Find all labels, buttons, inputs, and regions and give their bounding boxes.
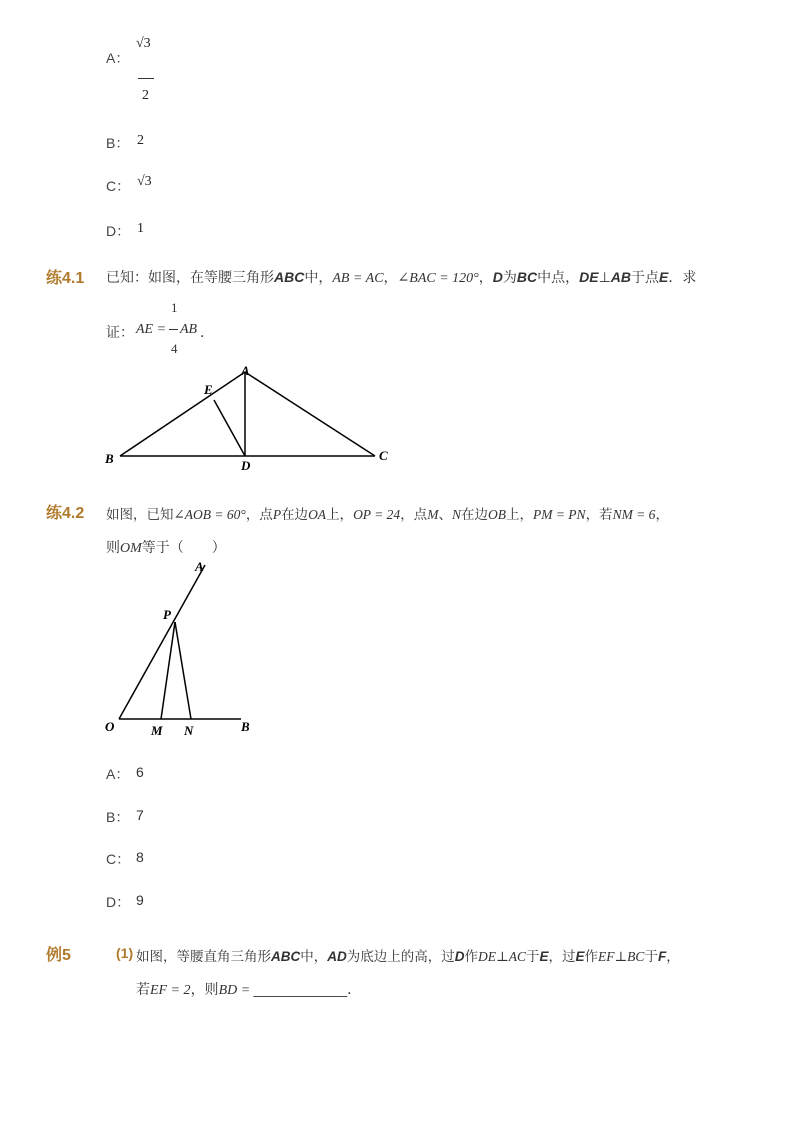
label-m: M bbox=[151, 723, 163, 738]
problem-line-2-prefix: 证： bbox=[106, 324, 134, 340]
label-n: N bbox=[184, 723, 194, 738]
point-name: E bbox=[539, 949, 549, 964]
text: 已知：如图，在等腰三角形 bbox=[106, 269, 274, 285]
math-expr: ∠BAC = 120° bbox=[397, 271, 479, 286]
problem-line-2 bbox=[106, 537, 226, 557]
option-d-label: D： bbox=[106, 894, 131, 910]
problem-line-1 bbox=[106, 267, 696, 287]
label-b: B bbox=[241, 719, 250, 734]
option-c-label: C： bbox=[106, 178, 131, 194]
label-b: B bbox=[105, 451, 114, 466]
fraction-bar bbox=[138, 78, 154, 79]
text: 为 bbox=[502, 269, 517, 285]
point-name: E bbox=[659, 269, 669, 285]
text: 为底边上的高，过 bbox=[346, 949, 455, 964]
label-a: A bbox=[241, 363, 250, 378]
math-expr: AB bbox=[180, 322, 198, 337]
point-name: N bbox=[451, 507, 461, 522]
segment-ab bbox=[120, 372, 245, 456]
math-expr: ∠AOB = 60° bbox=[173, 507, 246, 522]
math-expr: DE⊥AC bbox=[478, 949, 526, 964]
perp-symbol: ⊥ bbox=[598, 269, 611, 285]
text: 、 bbox=[438, 507, 452, 522]
fraction-bar bbox=[169, 329, 178, 330]
text: ，点 bbox=[245, 507, 273, 522]
option-a-label: A： bbox=[106, 50, 130, 66]
ray-oa bbox=[119, 565, 205, 719]
option-b-value[interactable]: 7 bbox=[136, 807, 144, 823]
option-b-label: B： bbox=[106, 809, 130, 825]
text: 中， bbox=[300, 949, 328, 964]
exercise-tag: 练4.1 bbox=[46, 270, 85, 287]
point-name: P bbox=[272, 507, 282, 522]
triangle-name: ABC bbox=[271, 949, 301, 964]
text: ， bbox=[383, 269, 398, 285]
text: 则 bbox=[106, 539, 120, 555]
option-b-label: B： bbox=[106, 135, 130, 151]
segment-name: OM bbox=[120, 541, 142, 556]
segment-ac bbox=[245, 372, 375, 456]
segment-name: OB bbox=[487, 507, 506, 522]
math-expr: BD = bbox=[218, 983, 254, 998]
segment-de bbox=[214, 400, 245, 456]
example-tag: 例5 bbox=[46, 947, 71, 964]
segment-name: DE bbox=[579, 269, 599, 285]
text: ， bbox=[666, 949, 680, 964]
problem-line-2 bbox=[136, 979, 361, 999]
text: 等于（ ） bbox=[141, 539, 226, 555]
math-expr: EF = 2 bbox=[150, 983, 191, 998]
text: ，过 bbox=[548, 949, 576, 964]
text: 如图，等腰直角三角形 bbox=[136, 949, 271, 964]
text: 于点 bbox=[631, 269, 659, 285]
segment-name: AD bbox=[327, 949, 347, 964]
text: 如图，已知 bbox=[106, 507, 174, 522]
text: 作 bbox=[464, 949, 478, 964]
fraction-numerator: 1 bbox=[171, 300, 178, 315]
text: ，点 bbox=[400, 507, 428, 522]
option-b-value[interactable]: 2 bbox=[137, 133, 144, 148]
text: ， bbox=[655, 507, 669, 522]
text: ， bbox=[478, 269, 493, 285]
segment-name: AB bbox=[610, 269, 631, 285]
option-c-value[interactable]: 8 bbox=[136, 849, 144, 865]
text: 于 bbox=[525, 949, 540, 964]
point-name: D bbox=[492, 269, 503, 285]
math-expr: AE = bbox=[136, 322, 167, 337]
segment-pn bbox=[175, 622, 191, 719]
option-a-value[interactable]: 6 bbox=[136, 764, 144, 780]
text: ． bbox=[200, 324, 214, 340]
text: ，若 bbox=[585, 507, 613, 522]
text: 作 bbox=[584, 949, 598, 964]
point-name: E bbox=[575, 949, 585, 964]
math-expr: OP = 24 bbox=[353, 507, 401, 522]
math-expr: NM = 6 bbox=[612, 507, 656, 522]
segment-name: OA bbox=[308, 507, 327, 522]
text: 在边 bbox=[460, 507, 488, 522]
subquestion-number: (1) bbox=[116, 945, 134, 961]
option-d-value[interactable]: 1 bbox=[137, 221, 144, 236]
problem-line-1 bbox=[136, 945, 680, 965]
segment-name: BC bbox=[516, 269, 538, 285]
fraction-denominator: 2 bbox=[142, 88, 149, 103]
label-c: C bbox=[379, 448, 388, 463]
option-d-label: D： bbox=[106, 223, 131, 239]
point-name: D bbox=[454, 949, 465, 964]
point-name: F bbox=[657, 949, 667, 964]
fraction-numerator: √3 bbox=[136, 36, 151, 51]
label-e: E bbox=[204, 382, 213, 397]
answer-blank[interactable]: ____________ bbox=[253, 981, 348, 997]
point-name: M bbox=[427, 507, 439, 522]
label-p: P bbox=[163, 607, 171, 622]
option-d-value[interactable]: 9 bbox=[136, 892, 144, 908]
label-d: D bbox=[241, 458, 251, 473]
triangle-name: ABC bbox=[274, 269, 305, 285]
text: ．求 bbox=[668, 269, 697, 285]
text: 中， bbox=[304, 269, 333, 285]
text: 于 bbox=[644, 949, 658, 964]
text: 在边 bbox=[281, 507, 309, 522]
text: 上， bbox=[326, 507, 354, 522]
text: 上， bbox=[505, 507, 533, 522]
option-a-label: A： bbox=[106, 766, 130, 782]
label-a: A bbox=[195, 559, 204, 574]
math-expr: EF⊥BC bbox=[597, 949, 645, 964]
text: ． bbox=[347, 981, 362, 997]
math-expr: AB = AC bbox=[332, 271, 384, 286]
label-o: O bbox=[105, 719, 115, 734]
option-a-fraction[interactable] bbox=[136, 36, 160, 106]
text: 中点， bbox=[537, 269, 580, 285]
angle-figure bbox=[95, 555, 265, 745]
option-c-label: C： bbox=[106, 851, 131, 867]
math-expr: PM = PN bbox=[532, 507, 586, 522]
text: 若 bbox=[136, 981, 150, 997]
problem-line-1 bbox=[106, 503, 669, 523]
fraction-denominator: 4 bbox=[171, 341, 178, 356]
segment-pm bbox=[161, 622, 175, 719]
text: ，则 bbox=[190, 981, 219, 997]
triangle-figure bbox=[95, 360, 405, 475]
exercise-tag: 练4.2 bbox=[46, 505, 85, 522]
option-c-value[interactable]: √3 bbox=[137, 174, 152, 189]
